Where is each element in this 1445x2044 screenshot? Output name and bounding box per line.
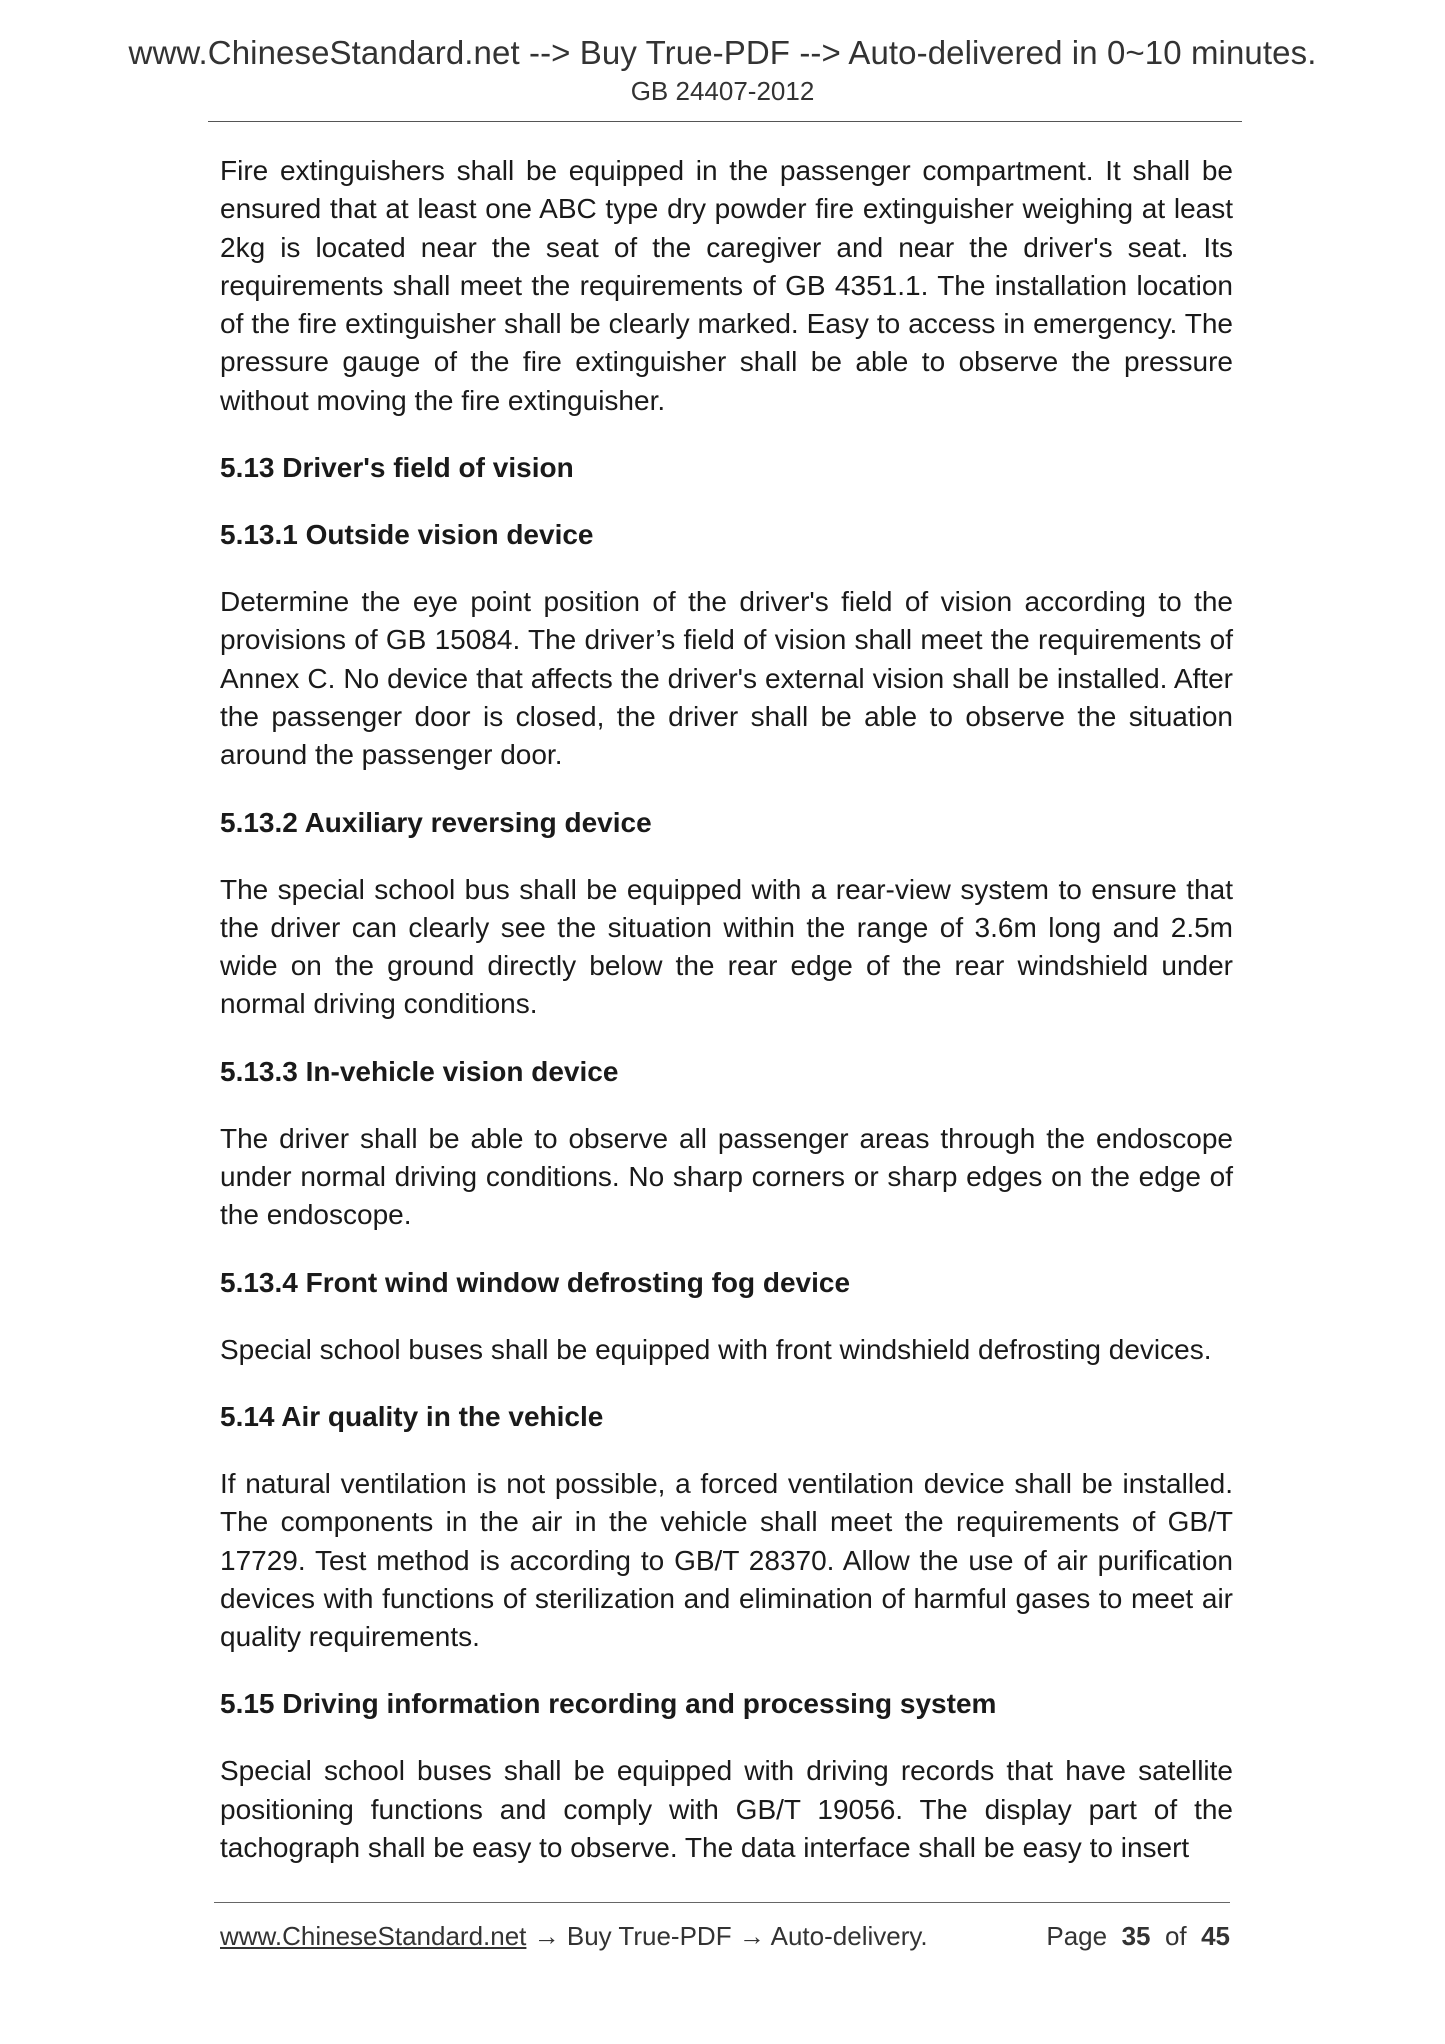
heading-5-13-2: 5.13.2 Auxiliary reversing device <box>220 806 652 838</box>
footer-divider <box>214 1902 1230 1903</box>
paragraph-5-15: Special school buses shall be equipped with driving records that have satellite positioning functions and comply with GB/T 19056. The display part of the tachograph shall be easy to observe. The data interface shall be easy to insert <box>220 1755 1233 1864</box>
heading-5-13-4: 5.13.4 Front wind window defrosting fog device <box>220 1266 851 1298</box>
page-indicator <box>1046 1921 1230 1952</box>
footer-buy-text: Buy True-PDF <box>566 1921 732 1951</box>
footer-site-link[interactable]: www.ChineseStandard.net <box>220 1921 527 1951</box>
site-banner: www.ChineseStandard.net --> Buy True-PDF --> Auto-delivered in 0~10 minutes. <box>128 34 1317 71</box>
heading-5-13-1: 5.13.1 Outside vision device <box>220 519 594 551</box>
paragraph-fire-extinguishers: Fire extinguishers shall be equipped in the passenger compartment. It shall be ensured that at least one ABC type dry powder fire extinguisher weighing at least 2kg is located near the seat of the caregiver and near the driver's seat. Its requirements shall meet the requirements of GB 4351.1. The installation location of the fire extinguisher shall be clearly marked. Easy to access in emergency. The pressure gauge of the fire extinguisher shall be able to observe the pressure without moving the fire extinguisher. <box>220 155 1233 416</box>
document-code: GB 24407-2012 <box>630 76 815 106</box>
paragraph-5-13-4: Special school buses shall be equipped with front windshield defrosting devices. <box>220 1333 1212 1365</box>
of-label: of <box>1164 1921 1187 1951</box>
total-pages: 45 <box>1201 1921 1230 1951</box>
footer-left <box>220 1921 928 1952</box>
page-number: 35 <box>1121 1921 1151 1951</box>
heading-5-15: 5.15 Driving information recording and processing system <box>220 1688 997 1720</box>
document-body <box>220 152 1233 1896</box>
arrow-right-icon: → <box>533 1921 560 1951</box>
heading-5-13-3: 5.13.3 In-vehicle vision device <box>220 1055 619 1087</box>
heading-5-13: 5.13 Driver's field of vision <box>220 452 574 484</box>
paragraph-5-13-1: Determine the eye point position of the driver's field of vision according to the provisions of GB 15084. The driver’s field of vision shall meet the requirements of Annex C. No device that affects the driver's external vision shall be installed. After the passenger door is closed, the driver shall be able to observe the situation around the passenger door. <box>220 586 1233 771</box>
header-divider <box>208 121 1242 122</box>
footer-delivery-text: Auto-delivery. <box>770 1921 928 1951</box>
paragraph-5-14: If natural ventilation is not possible, a forced ventilation device shall be installed. The components in the air in the vehicle shall meet the requirements of GB/T 17729. Test method is according to GB/T 28370. Allow the use of air purification devices with functions of sterilization and elimination of harmful gases to meet air quality requirements. <box>220 1467 1233 1653</box>
paragraph-5-13-3: The driver shall be able to observe all passenger areas through the endoscope under normal driving conditions. No sharp corners or sharp edges on the edge of the endoscope. <box>220 1122 1233 1231</box>
paragraph-5-13-2: The special school bus shall be equipped with a rear-view system to ensure that the driver can clearly see the situation within the range of 3.6m long and 2.5m wide on the ground directly below the rear edge of the rear windshield under normal driving conditions. <box>220 873 1233 1020</box>
heading-5-14: 5.14 Air quality in the vehicle <box>220 1400 604 1432</box>
arrow-right-icon: → <box>738 1921 765 1951</box>
page-label: Page <box>1046 1921 1108 1951</box>
